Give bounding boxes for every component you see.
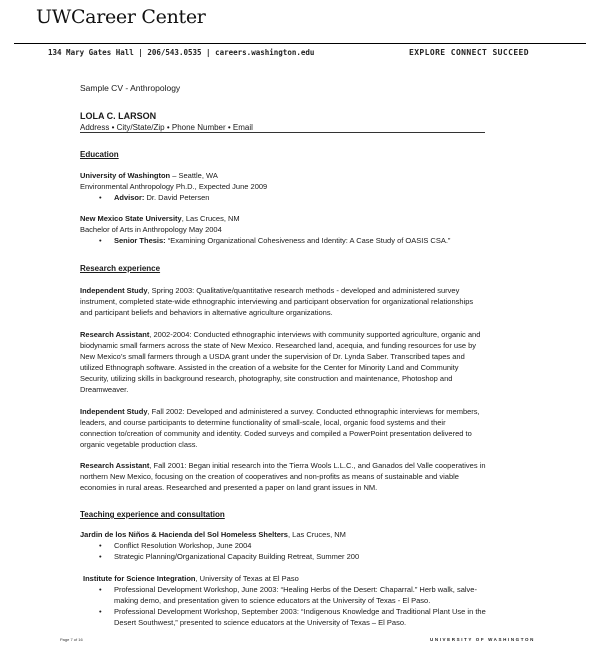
contact-line: Address • City/State/Zip • Phone Number • Email [80,123,253,132]
research-entry-line: New Mexico’s small farmers through a USDA grant under the supervision of Dr. Lynda Saber. Transcribed tapes and [80,352,465,361]
research-entry-line: Security, utilizing skills in background research, photography, site construction and maintenance, Photoshop and [80,374,453,383]
cv-name: LOLA C. LARSON [80,111,157,121]
entry-title: Independent Study [80,407,148,416]
entry-text: , Spring 2003: Qualitative/quantitative research methods - developed and administered survey [147,286,460,295]
bullet-text: Dr. David Petersen [144,193,210,202]
degree-line: Bachelor of Arts in Anthropology May 2004 [80,225,222,234]
thesis-bullet [114,236,450,246]
research-entry-line: economies in rural areas. Researched and presented a paper on land grant issues in NM. [80,483,378,492]
header-tagline: EXPLORE CONNECT SUCCEED [409,48,529,57]
page-number: Page 7 of 16 [60,637,83,642]
teaching-bullet-continued: making demo, and presentation given to science educators at the University of Texas - El Paso. [114,596,431,605]
teaching-org [83,574,299,584]
teaching-bullet: • Conflict Resolution Workshop, June 2004 [114,541,251,551]
org-location: , Las Cruces, NM [287,530,346,539]
education-heading: Education [80,150,119,159]
org-location: , University of Texas at El Paso [195,574,299,583]
research-entry-line [80,330,480,340]
research-entry-line: Dreamweaver. [80,385,129,394]
header-contact-info: 134 Mary Gates Hall | 206/543.0535 | careers.washington.edu [48,48,315,57]
bullet-label: Senior Thesis: [114,236,166,245]
header-divider [14,43,586,44]
school-name: University of Washington [80,171,171,180]
contact-underline [80,132,485,133]
research-entry-line: instrument, completed state-wide ethnographic interviewing and participant observation for organizational relationships [80,297,474,306]
research-entry-line: utilized Ethnograph software. Assisted in the creation of a website for the Center for Minority Land and Community [80,363,459,372]
org-name: Institute for Science Integration [83,574,196,583]
uw-career-center-logo: UWCareer Center [36,6,206,28]
school-name: New Mexico State University [80,214,182,223]
entry-title: Research Assistant [80,330,150,339]
research-entry-line: and participant beliefs and behaviors in alternative agriculture organizations. [80,308,333,317]
entry-title: Independent Study [80,286,148,295]
document-title: Sample CV - Anthropology [80,83,181,93]
teaching-bullet-continued: Desert Southwest,” presented to science educators at the University of Texas – El Paso. [114,618,407,627]
research-entry-line: biodynamic small farmers across the state of New Mexico. Researched land, acequia, and funding resources for use by [80,341,477,350]
teaching-bullet: • Professional Development Workshop, September 2003: “Indigenous Knowledge and Traditional Plant Use in the [114,607,486,617]
education-entry-uw [80,171,218,181]
research-entry-line [80,461,486,471]
research-entry-line [80,407,480,417]
bullet-text: “Examining Organizational Cohesiveness and Identity: A Case Study of OASIS CSA.” [165,236,451,245]
teaching-org [80,530,346,540]
teaching-heading: Teaching experience and consultation [80,510,225,519]
school-location: , Las Cruces, NM [181,214,240,223]
entry-title: Research Assistant [80,461,150,470]
entry-text: , Fall 2002: Developed and administered a survey. Conducted ethnographic interviews for members, [147,407,480,416]
degree-line: Environmental Anthropology Ph.D., Expected June 2009 [80,182,268,191]
bullet-label: Advisor: [114,193,145,202]
research-heading: Research experience [80,264,161,273]
org-name: Jardin de los Niños & Hacienda del Sol Homeless Shelters [80,530,288,539]
teaching-bullet: • Professional Development Workshop, June 2003: “Healing Herbs of the Desert: Chaparral.” Herb walk, salve- [114,585,477,595]
research-entry-line: organic vegetable production class. [80,440,198,449]
teaching-bullet: • Strategic Planning/Organizational Capacity Building Retreat, Summer 200 [114,552,359,562]
research-entry-line: connection to/creation of community and identity. Coded surveys and compiled a PowerPoint presentation delivered to [80,429,472,438]
education-entry-nmsu [80,214,240,224]
advisor-bullet [114,193,209,203]
research-entry-line: leaders, and course participants to determine functionality of small-scale, local, organic food systems and their [80,418,446,427]
entry-text: , Fall 2001: Began initial research into the Tierra Wools L.L.C., and Ganados del Valle cooperatives in [149,461,486,470]
entry-text: , 2002-2004: Conducted ethnographic interviews with community supported agriculture, organic and [149,330,481,339]
footer-university: UNIVERSITY OF WASHINGTON [430,637,535,642]
research-entry-line: northern New Mexico, focusing on the creation of cooperatives and non-profits as means of sustainable and viable [80,472,459,481]
school-location: – Seattle, WA [170,171,218,180]
research-entry-line [80,286,459,296]
